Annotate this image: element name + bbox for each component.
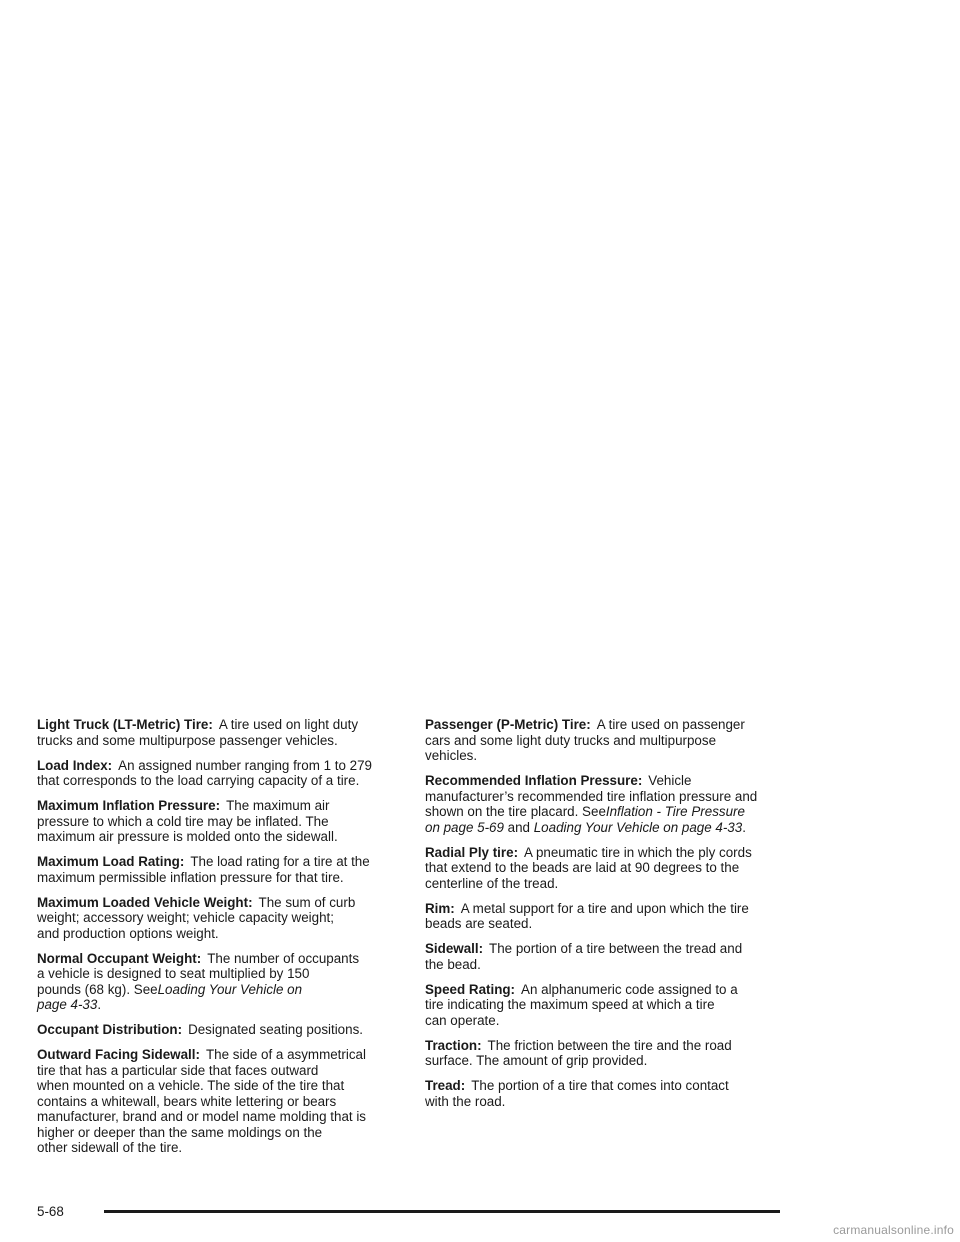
entry-radial-ply-tire: Radial Ply tire: A pneumatic tire in which the ply cords that extend to the beads are laid at 90 degrees to the centerline of the tread. bbox=[425, 844, 752, 891]
entry-light-truck: Light Truck (LT-Metric) Tire: A tire used on light duty trucks and some multipurpose passenger vehicles. bbox=[37, 717, 359, 748]
cross-reference-link[interactable]: Loading Your Vehicle on bbox=[157, 981, 303, 997]
entry-max-loaded-vehicle-weight: Maximum Loaded Vehicle Weight: The sum of curb weight; accessory weight; vehicle capacity weight; and production options weight. bbox=[37, 894, 356, 941]
cross-reference-link[interactable]: Loading Your Vehicle on page 4-33 bbox=[533, 819, 743, 835]
right-column bbox=[425, 717, 787, 1119]
left-column bbox=[37, 717, 399, 1165]
entry-normal-occupant-weight: Normal Occupant Weight: The number of occupants a vehicle is designed to seat multiplied by 150 pounds (68 kg). SeeLoading Your Vehicle on page 4-33. bbox=[37, 950, 360, 1012]
entry-recommended-inflation-pressure: Recommended Inflation Pressure: Vehicle manufacturer’s recommended tire inflation pressure and shown on the tire placard. SeeInflation - Tire Pressure on page 5-69 and Loading Your Vehicle on page 4-33. bbox=[425, 773, 758, 835]
entry-occupant-distribution: Occupant Distribution: Designated seating positions. bbox=[37, 1022, 363, 1037]
entry-tread: Tread: The portion of a tire that comes into contact with the road. bbox=[425, 1078, 729, 1109]
cross-reference-link[interactable]: page 4-33 bbox=[37, 997, 98, 1012]
page-number: 5-68 bbox=[37, 1204, 64, 1219]
entry-outward-facing-sidewall: Outward Facing Sidewall: The side of a asymmetrical tire that has a particular side that faces outward when mounted on a vehicle. The side of the tire that contains a whitewall, bears white lettering or bears manufacturer, brand and or model name molding that is higher or deeper than the same moldings on the other sidewall of the tire. bbox=[37, 1047, 366, 1155]
entry-max-load-rating: Maximum Load Rating: The load rating for a tire at the maximum permissible inflation pressure for that tire. bbox=[37, 854, 370, 885]
cross-reference-link[interactable]: Inflation - Tire Pressure bbox=[605, 804, 745, 819]
entry-sidewall: Sidewall: The portion of a tire between the tread and the bead. bbox=[425, 941, 743, 972]
watermark: carmanualsonline.info bbox=[833, 1223, 954, 1237]
entry-load-index: Load Index: An assigned number ranging from 1 to 279 that corresponds to the load carrying capacity of a tire. bbox=[37, 757, 372, 788]
entry-max-inflation-pressure: Maximum Inflation Pressure: The maximum air pressure to which a cold tire may be inflated. The maximum air pressure is molded onto the sidewall. bbox=[37, 798, 338, 844]
entry-rim: Rim: A metal support for a tire and upon which the tire beads are seated. bbox=[425, 900, 749, 931]
entry-speed-rating: Speed Rating: An alphanumeric code assigned to a tire indicating the maximum speed at which a tire can operate. bbox=[425, 981, 738, 1028]
entry-traction: Traction: The friction between the tire and the road surface. The amount of grip provided. bbox=[425, 1037, 732, 1068]
footer-rule bbox=[104, 1210, 780, 1213]
entry-passenger-tire: Passenger (P-Metric) Tire: A tire used on passenger cars and some light duty trucks and multipurpose vehicles. bbox=[425, 717, 745, 763]
cross-reference-link[interactable]: on page 5-69 bbox=[425, 819, 504, 835]
